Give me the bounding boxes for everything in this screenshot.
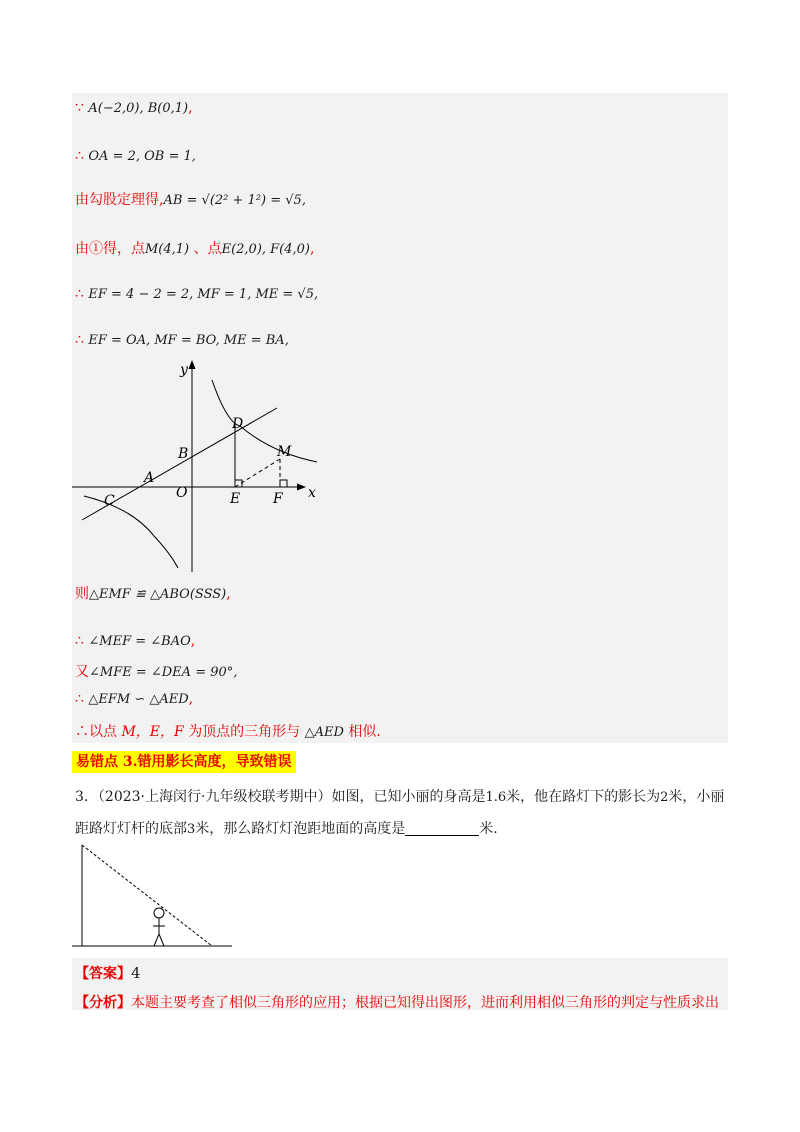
answer-line: 【答案】4 <box>75 964 141 982</box>
solution-line-10: ∴ △EFM ∽ △AED, <box>75 691 194 707</box>
y-axis-arrow <box>189 360 196 369</box>
graph-svg <box>72 358 332 573</box>
question-line-2: 距路灯灯杆的底部3米，那么路灯灯泡距地面的高度是 米. <box>75 821 498 837</box>
person-right-leg <box>159 934 164 946</box>
x-axis-arrow <box>297 484 306 491</box>
light-ray <box>82 845 212 946</box>
label-d: D <box>232 416 244 432</box>
label-e: E <box>230 491 241 507</box>
solution-line-8: ∴ ∠MEF = ∠BAO, <box>75 633 196 649</box>
solution-line-4: 由①得，点M(4,1) 、点E(2,0), F(4,0), <box>75 241 315 257</box>
question-line-1: 3．（2023·上海闵行·九年级校联考期中）如图，已知小丽的身高是1.6米，他在路灯下的影长为2米，小丽 <box>75 789 725 805</box>
solution-line-11: ∴以点 M，E，F 为顶点的三角形与 △AED 相似. <box>75 724 381 740</box>
solution-line-6: ∴ EF = OA, MF = BO, ME = BA, <box>75 332 289 348</box>
solution-line-2: ∴ OA = 2, OB = 1, <box>75 148 196 164</box>
answer-blank <box>405 821 479 836</box>
label-a: A <box>144 470 155 486</box>
hyperbola-left <box>84 496 178 568</box>
solution-line-1: ∵ A(−2,0), B(0,1), <box>75 100 193 116</box>
solution-line-3: 由勾股定理得,AB = √(2² + 1²) = √5, <box>75 192 306 208</box>
solution-line-9: 又∠MFE = ∠DEA = 90°, <box>75 664 238 680</box>
person-left-leg <box>154 934 159 946</box>
right-angle-f <box>280 480 287 487</box>
coordinate-graph <box>72 358 332 577</box>
label-m: M <box>277 444 292 460</box>
label-f: F <box>273 491 283 507</box>
label-c: C <box>104 493 115 509</box>
label-o: O <box>176 485 188 501</box>
label-y: y <box>180 362 188 378</box>
solution-line-7: 则△EMF ≌ △ABO(SSS), <box>75 586 231 602</box>
solution-line-5: ∴ EF = 4 − 2 = 2, MF = 1, ME = √5, <box>75 286 319 302</box>
person-head <box>154 908 164 918</box>
lamp-figure <box>72 842 237 954</box>
section-heading: 易错点 3.错用影长高度，导致错误 <box>72 751 296 773</box>
analysis-line: 【分析】本题主要考查了相似三角形的应用；根据已知得出图形，进而利用相似三角形的判定与性质求出 <box>75 995 719 1011</box>
hyperbola-right <box>212 380 317 462</box>
lamp-svg <box>72 842 237 950</box>
label-x: x <box>308 485 316 501</box>
label-b: B <box>178 446 189 462</box>
